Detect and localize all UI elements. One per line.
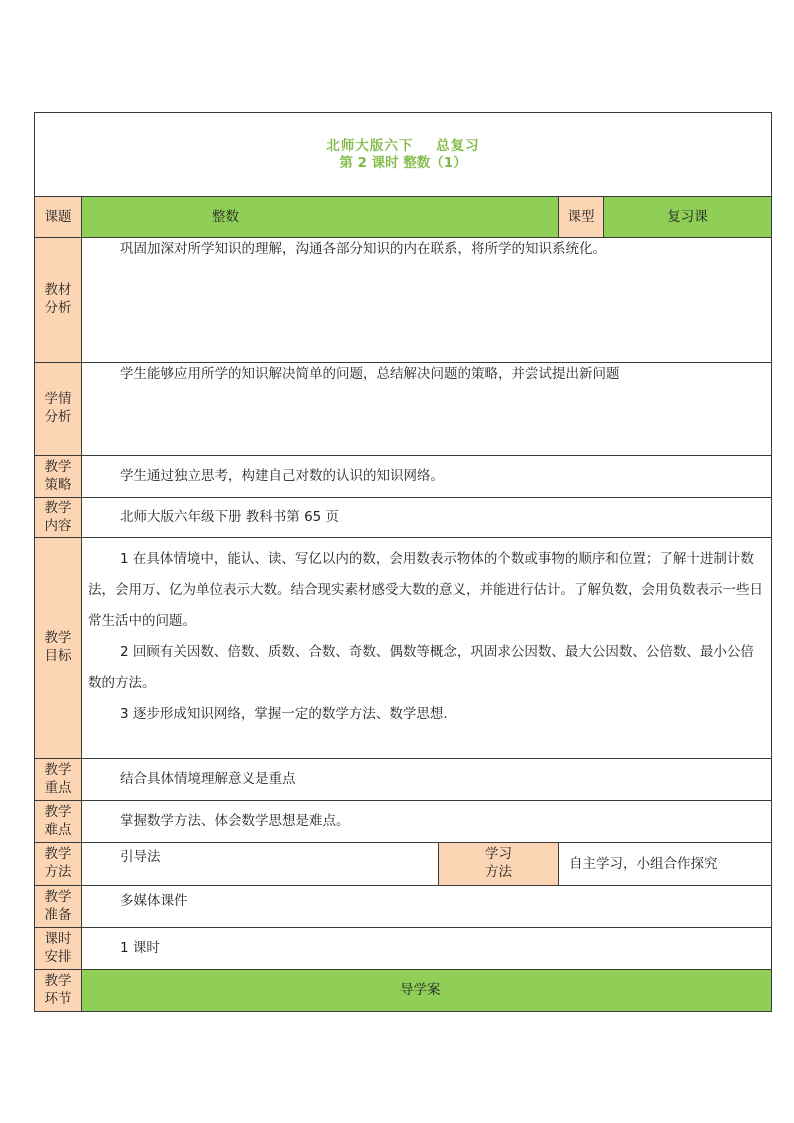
student-analysis-text: 学生能够应用所学的知识解决简单的问题，总结解决问题的策略，并尝试提出新问题 <box>120 366 620 382</box>
label-teaching-strategy: 教学 策略 <box>35 456 82 498</box>
lesson-plan-table <box>34 112 772 1012</box>
lesson-type-value: 复习课 <box>604 197 772 238</box>
label-teaching-method: 教学 方法 <box>35 843 82 886</box>
page-title: 北师大版六下 总复习 <box>326 137 480 154</box>
difficult-points-text: 掌握数学方法、体会数学思想是难点。 <box>82 801 772 843</box>
learning-method-text: 自主学习，小组合作探究 <box>559 843 772 886</box>
label-preparation: 教学 准备 <box>35 886 82 928</box>
goal-item: 2 回顾有关因数、倍数、质数、合数、奇数、偶数等概念，巩固求公因数、最大公因数、公倍数、最小公倍数的方法。 <box>88 644 754 691</box>
title-cell <box>35 113 772 197</box>
label-keti: 课题 <box>35 197 82 238</box>
label-teaching-stage: 教学 环节 <box>35 970 82 1012</box>
label-student-analysis: 学情 分析 <box>35 363 82 456</box>
key-points-text: 结合具体情境理解意义是重点 <box>82 759 772 801</box>
textbook-analysis-text: 巩固加深对所学知识的理解，沟通各部分知识的内在联系，将所学的知识系统化。 <box>120 241 606 257</box>
teaching-strategy-text: 学生通过独立思考，构建自己对数的认识的知识网络。 <box>82 456 772 498</box>
teaching-goals-cell <box>82 538 772 759</box>
page-subtitle: 第 2 课时 整数（1） <box>339 154 467 171</box>
label-key-points: 教学 重点 <box>35 759 82 801</box>
label-schedule: 课时 安排 <box>35 928 82 970</box>
preparation-text: 多媒体课件 <box>82 886 772 928</box>
topic-value: 整数 <box>82 197 559 238</box>
goal-item: 1 在具体情境中，能认、读、写亿以内的数，会用数表示物体的个数或事物的顺序和位置；了解十进制计数法，会用万、亿为单位表示大数。结合现实素材感受大数的意义，并能进行估计。了解负数，会用负数表示一些日常生活中的问题。 <box>88 551 763 629</box>
teaching-stage-text: 导学案 <box>82 970 772 1012</box>
label-textbook-analysis: 教材 分析 <box>35 238 82 363</box>
label-teaching-content: 教学 内容 <box>35 498 82 538</box>
goal-item: 3 逐步形成知识网络，掌握一定的数学方法、数学思想. <box>120 706 448 722</box>
teaching-content-text: 北师大版六年级下册 教科书第 65 页 <box>82 498 772 538</box>
student-analysis-cell <box>82 363 772 456</box>
label-lesson-type: 课型 <box>559 197 604 238</box>
teaching-method-text: 引导法 <box>82 843 439 886</box>
label-teaching-goals: 教学 目标 <box>35 538 82 759</box>
schedule-text: 1 课时 <box>82 928 772 970</box>
label-learning-method: 学习 方法 <box>439 843 559 886</box>
textbook-analysis-cell <box>82 238 772 363</box>
label-difficult-points: 教学 难点 <box>35 801 82 843</box>
